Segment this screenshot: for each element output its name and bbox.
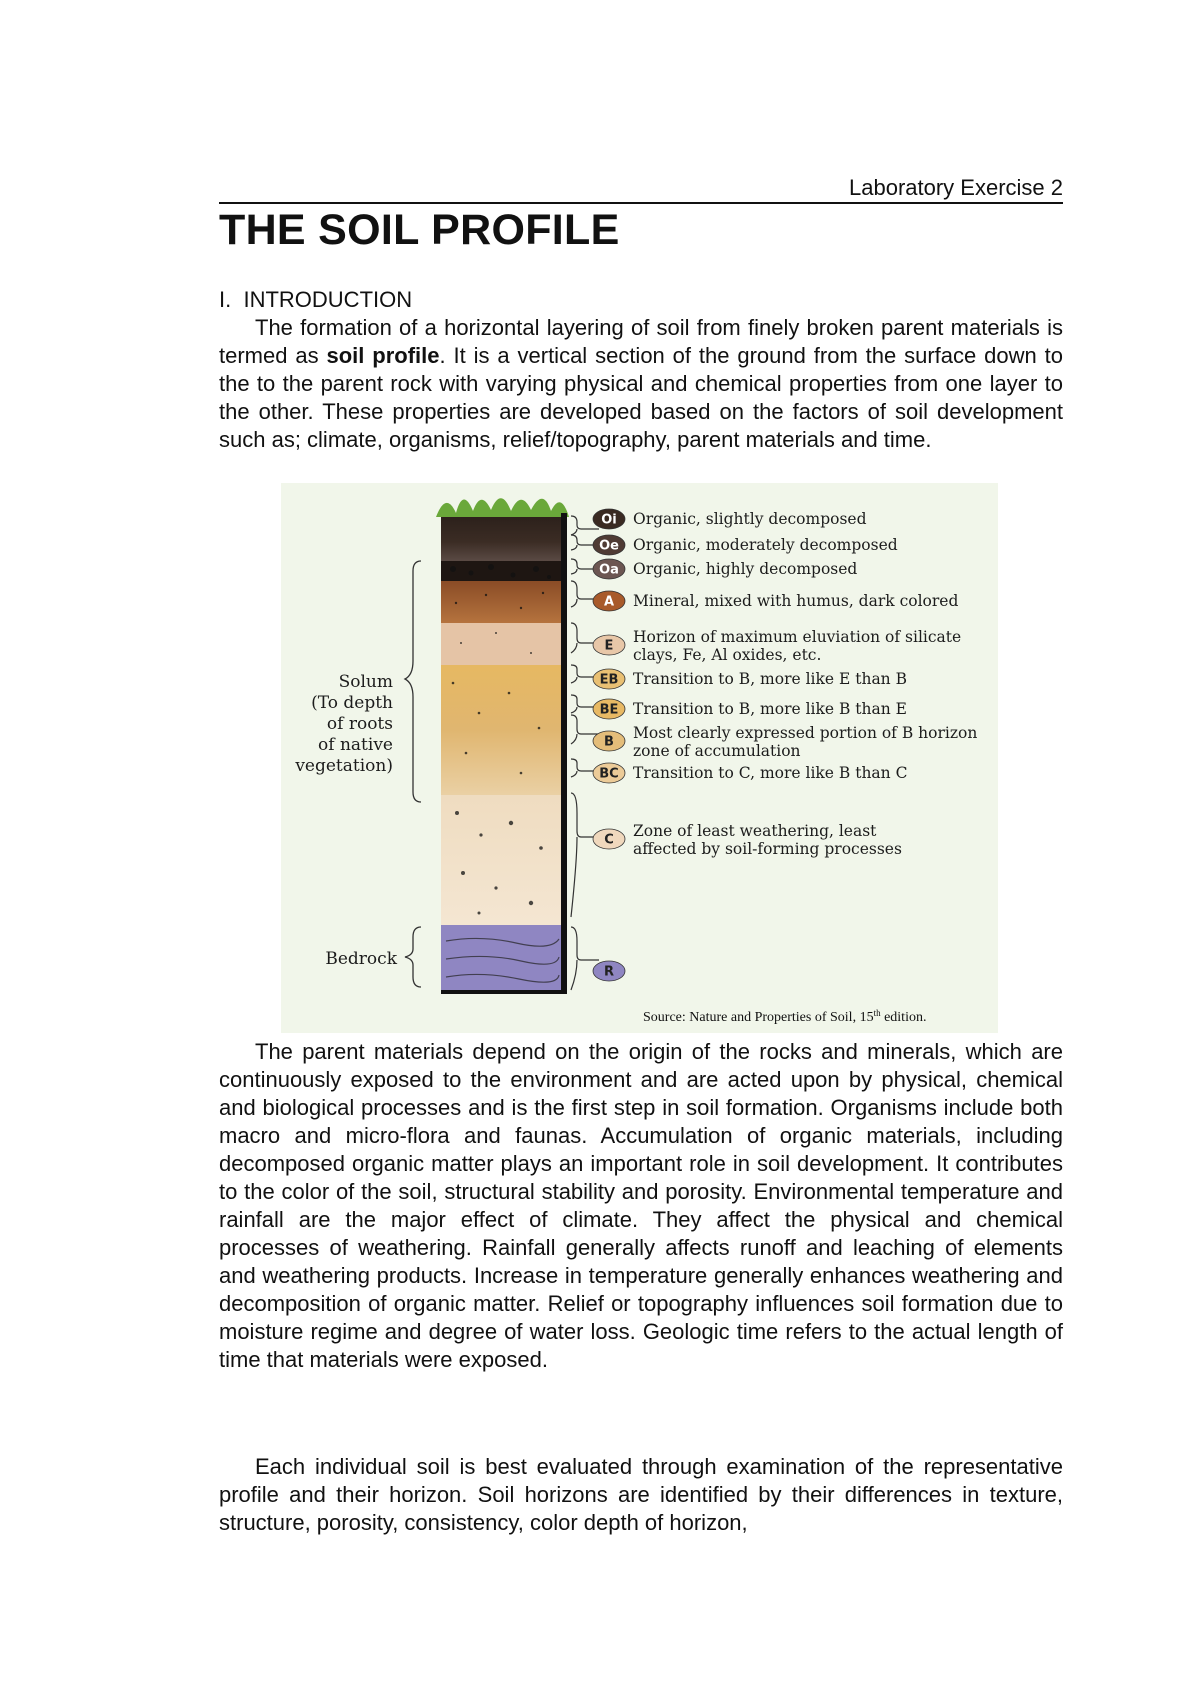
horizon-code: EB bbox=[599, 672, 619, 688]
layer-c bbox=[441, 795, 561, 925]
header-rule bbox=[219, 202, 1063, 204]
intro-paragraph bbox=[219, 314, 1063, 454]
solum-line-2: (To depth bbox=[311, 693, 393, 713]
section-title: INTRODUCTION bbox=[243, 287, 413, 312]
source-sup: th bbox=[873, 1008, 881, 1018]
column-edge bbox=[561, 513, 567, 993]
section-number: I. bbox=[219, 287, 232, 312]
layer-a bbox=[441, 581, 561, 623]
horizon-code: A bbox=[603, 594, 615, 610]
figure-source bbox=[643, 1008, 926, 1025]
horizon-code: Oa bbox=[599, 562, 619, 578]
section-heading bbox=[219, 287, 412, 313]
horizon-label: Transition to B, more like E than B bbox=[633, 670, 907, 688]
horizon-a bbox=[593, 591, 958, 611]
soil-profile-figure bbox=[281, 483, 998, 1033]
horizon-code: BE bbox=[599, 702, 619, 718]
horizon-label: Mineral, mixed with humus, dark colored bbox=[633, 592, 959, 610]
soil-column bbox=[436, 498, 569, 994]
horizon-label: Transition to B, more like B than E bbox=[633, 700, 907, 718]
intro-bold-term: soil profile bbox=[326, 343, 440, 368]
horizon-code: Oe bbox=[599, 538, 619, 554]
horizon-label: Organic, moderately decomposed bbox=[633, 536, 898, 554]
layer-o bbox=[441, 513, 561, 561]
horizon-label-line2: affected by soil-forming processes bbox=[633, 840, 902, 858]
solum-brace bbox=[405, 561, 421, 987]
grass bbox=[436, 498, 569, 517]
horizon-label: Organic, slightly decomposed bbox=[633, 510, 867, 528]
layer-oa bbox=[441, 561, 561, 581]
horizon-b bbox=[593, 724, 977, 760]
solum-label bbox=[294, 672, 393, 776]
layer-e bbox=[441, 623, 561, 665]
horizon-oe bbox=[593, 535, 898, 555]
solum-line-3: of roots bbox=[326, 714, 393, 734]
horizon-oi bbox=[593, 509, 867, 529]
source-end: edition. bbox=[880, 1010, 927, 1025]
horizon-code: C bbox=[604, 832, 614, 848]
solum-line-1: Solum bbox=[338, 672, 393, 692]
intro-text-start: The formation of a horizontal layering of soil from finely broken parent materials is termed as bbox=[219, 315, 1063, 368]
horizon-label-line2: zone of accumulation bbox=[633, 742, 801, 760]
solum-line-4: of native bbox=[318, 735, 393, 755]
soil-profile-diagram bbox=[281, 483, 998, 1033]
bedrock-label: Bedrock bbox=[325, 949, 397, 969]
source-text: Source: Nature and Properties of Soil, 15 bbox=[643, 1010, 874, 1025]
horizon-eb bbox=[593, 669, 907, 689]
intro-text-end: . It is a vertical section of the ground from the surface down to the to the parent rock with varying physical and chemical properties from one layer to the other. These properties are developed based on the factors of soil development such as; climate, organisms, relief/topography, parent materials and time. bbox=[219, 343, 1063, 452]
horizon-r bbox=[593, 961, 625, 981]
layer-b bbox=[441, 665, 561, 795]
horizon-label: Horizon of maximum eluviation of silicate bbox=[633, 628, 962, 646]
horizon-label: Zone of least weathering, least bbox=[633, 822, 877, 840]
parent-materials-paragraph: The parent materials depend on the origin of the rocks and minerals, which are continuously exposed to the environment and are acted upon by physical, chemical and biological processes and is the first step in soil formation. Organisms include both macro and micro-flora and faunas. Accumulation of organic materials, including decomposed organic matter plays an important role in soil development. It contributes to the color of the soil, structural stability and porosity. Environmental temperature and rainfall are the major effect of climate. They affect the physical and chemical processes of weathering. Rainfall generally affects runoff and leaching of elements and weathering products. Increase in temperature generally enhances weathering and decomposition of organic matter. Relief or topography influences soil formation due to moisture regime and degree of water loss. Geologic time refers to the actual length of time that materials were exposed. bbox=[219, 1039, 1063, 1372]
horizon-braces bbox=[571, 516, 599, 990]
horizon-code: E bbox=[604, 638, 614, 654]
horizon-oa bbox=[593, 559, 857, 579]
horizon-code: R bbox=[603, 964, 615, 980]
horizon-code: Oi bbox=[601, 512, 617, 528]
horizon-code: B bbox=[604, 734, 614, 750]
horizon-label: Organic, highly decomposed bbox=[633, 560, 858, 578]
horizon-label: Most clearly expressed portion of B horizon bbox=[633, 724, 978, 742]
horizon-bc bbox=[593, 763, 907, 783]
horizon-code: BC bbox=[599, 766, 619, 782]
horizon-label: Transition to C, more like B than C bbox=[633, 764, 908, 782]
column-base bbox=[441, 990, 567, 994]
horizon-e bbox=[593, 628, 961, 664]
horizon-c bbox=[593, 822, 902, 858]
horizon-be bbox=[593, 699, 907, 719]
exercise-label: Laboratory Exercise 2 bbox=[849, 175, 1063, 200]
solum-line-5: vegetation) bbox=[295, 756, 393, 776]
horizon-list bbox=[593, 509, 977, 981]
horizon-label-line2: clays, Fe, Al oxides, etc. bbox=[633, 646, 822, 664]
horizon-evaluation-paragraph: Each individual soil is best evaluated through examination of the representative profile and their horizon. Soil horizons are identified by their differences in texture, structure, porosity, consistency, color depth of horizon, bbox=[219, 1454, 1063, 1535]
page-title: THE SOIL PROFILE bbox=[219, 206, 620, 254]
